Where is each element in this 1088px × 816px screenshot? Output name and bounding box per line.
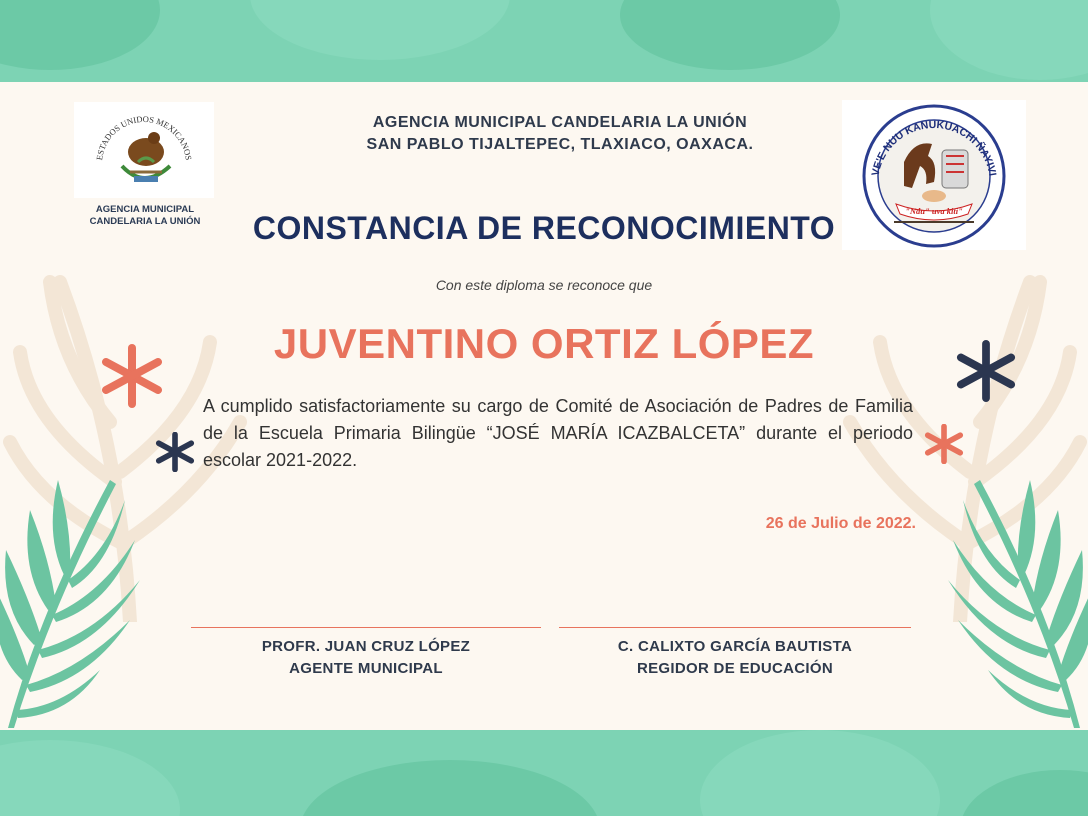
- signatory-role: REGIDOR DE EDUCACIÓN: [636, 660, 833, 677]
- issue-date: 26 de Julio de 2022.: [765, 515, 916, 532]
- seal-arc-text: VE'E NUU KANUKUACHI ÑAYIVI: [869, 118, 999, 178]
- signatory-name: PROFR. JUAN CRUZ LÓPEZ: [261, 638, 471, 655]
- recognition-body-text: A cumplido satisfactoriamente su cargo de Comité de Asociación de Padres de Familia de la Escuela Primaria Bilingüe “JOSÉ MARÍA ICAZBALCETA” durante el periodo escolar 2021-2022.: [203, 396, 913, 470]
- navy-asterisk-icon: [955, 340, 1017, 402]
- left-logo-caption: AGENCIA MUNICIPAL CANDELARIA LA UNIÓN: [89, 204, 201, 227]
- top-decorative-band: [0, 0, 1088, 82]
- palm-frond-right: [920, 470, 1088, 730]
- header-line-2: SAN PABLO TIJALTEPEC, TLAXIACO, OAXACA.: [366, 136, 754, 153]
- signature-line-right: [559, 627, 911, 628]
- navy-asterisk-icon: [155, 432, 195, 472]
- coral-asterisk-icon: [100, 344, 164, 408]
- bottom-decorative-band: [0, 730, 1088, 816]
- issuer-header: [250, 112, 870, 156]
- certificate-subtitle: Con este diploma se reconoce que: [435, 277, 653, 293]
- signature-block-agent: [191, 636, 541, 680]
- certificate-title: CONSTANCIA DE RECONOCIMIENTO: [252, 210, 836, 246]
- palm-frond-left: [0, 470, 180, 730]
- signature-line-left: [191, 627, 541, 628]
- coat-of-arms-arc-text: ESTADOS UNIDOS MEXICANOS: [94, 113, 194, 161]
- signatory-role: AGENTE MUNICIPAL: [289, 660, 443, 677]
- recipient-name: JUVENTINO ORTIZ LÓPEZ: [273, 320, 815, 367]
- mexican-coat-of-arms-logo: [74, 102, 214, 198]
- coral-asterisk-icon: [924, 424, 964, 464]
- signatory-name: C. CALIXTO GARCÍA BAUTISTA: [617, 638, 853, 655]
- seal-ribbon-text: "Ndu" uva kiti": [905, 206, 963, 216]
- header-line-1: AGENCIA MUNICIPAL CANDELARIA LA UNIÓN: [372, 114, 748, 131]
- signature-block-regidor: [559, 636, 911, 680]
- community-seal-logo: [842, 100, 1026, 250]
